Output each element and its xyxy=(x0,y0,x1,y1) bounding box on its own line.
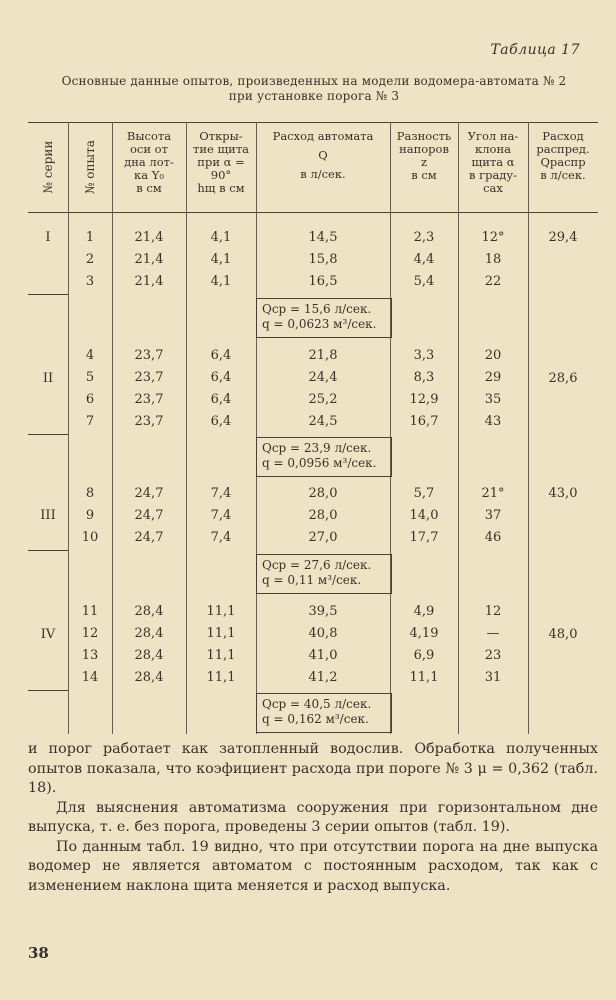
height-value: 28,4 xyxy=(134,626,164,641)
height-value: 23,7 xyxy=(134,414,164,429)
opening-value: 4,1 xyxy=(210,252,232,267)
height-value: 23,7 xyxy=(134,392,164,407)
header-angle-line: сах xyxy=(483,181,503,195)
header-opening xyxy=(186,130,256,195)
distrib-value: 29,4 xyxy=(548,230,578,245)
opening-value: 11,1 xyxy=(206,648,236,663)
header-opening-line: 90° xyxy=(210,168,232,182)
exp-number: 14 xyxy=(81,670,99,685)
summary-line: q = 0,11 м³/сек. xyxy=(262,573,362,587)
height-value: 28,4 xyxy=(134,648,164,663)
opening-value: 6,4 xyxy=(210,414,232,429)
table-number: Таблица 17 xyxy=(490,42,580,58)
summary-line: q = 0,162 м³/сек. xyxy=(262,712,369,726)
head-value: 11,1 xyxy=(409,670,439,685)
height-value: 28,4 xyxy=(134,604,164,619)
header-angle-line: Угол на- xyxy=(467,129,519,143)
height-value: 21,4 xyxy=(134,274,164,289)
flow-value: 40,8 xyxy=(308,626,338,641)
distrib-value: 48,0 xyxy=(548,627,578,642)
exp-number: 12 xyxy=(81,626,99,641)
exp-number: 13 xyxy=(81,648,99,663)
head-value: 5,4 xyxy=(413,274,435,289)
header-head-line: напоров xyxy=(399,142,449,156)
series-label: III xyxy=(40,508,56,523)
height-value: 24,7 xyxy=(134,530,164,545)
height-value: 23,7 xyxy=(134,370,164,385)
header-distrib-line: распред. xyxy=(536,142,590,156)
summary-line: Qср = 23,9 л/сек. xyxy=(262,441,372,455)
flow-value: 25,2 xyxy=(308,392,338,407)
distrib-value: 28,6 xyxy=(548,371,578,386)
data-table xyxy=(28,122,598,734)
head-value: 14,0 xyxy=(409,508,439,523)
header-head-line: z xyxy=(420,155,428,169)
header-flow-line: в л/сек. xyxy=(300,167,346,181)
angle-value: 20 xyxy=(484,348,502,363)
summary-text xyxy=(262,697,371,727)
table-caption xyxy=(22,74,606,104)
exp-number: 8 xyxy=(85,486,95,501)
head-value: 4,4 xyxy=(413,252,435,267)
flow-value: 14,5 xyxy=(308,230,338,245)
header-flow xyxy=(256,130,390,181)
header-opening-line: Откры- xyxy=(199,129,243,143)
opening-value: 11,1 xyxy=(206,626,236,641)
series-separator xyxy=(28,690,68,691)
head-value: 8,3 xyxy=(413,370,435,385)
flow-value: 24,4 xyxy=(308,370,338,385)
header-experiment: № опыта xyxy=(83,140,97,194)
header-angle xyxy=(458,130,528,195)
exp-number: 6 xyxy=(85,392,95,407)
angle-value: 21° xyxy=(481,486,505,501)
summary-line: q = 0,0956 м³/сек. xyxy=(262,456,377,470)
angle-value: — xyxy=(486,626,500,641)
angle-value: 23 xyxy=(484,648,502,663)
column-divider xyxy=(528,122,529,734)
header-angle-line: клона xyxy=(475,142,511,156)
header-angle-line: в граду- xyxy=(468,168,518,182)
angle-value: 29 xyxy=(484,370,502,385)
flow-value: 16,5 xyxy=(308,274,338,289)
head-value: 2,3 xyxy=(413,230,435,245)
opening-value: 7,4 xyxy=(210,508,232,523)
height-value: 24,7 xyxy=(134,486,164,501)
head-value: 6,9 xyxy=(413,648,435,663)
table-top-rule xyxy=(28,122,598,123)
angle-value: 43 xyxy=(484,414,502,429)
header-height xyxy=(112,130,186,195)
angle-value: 37 xyxy=(484,508,502,523)
header-distrib-line: Расход xyxy=(542,129,584,143)
exp-number: 7 xyxy=(85,414,95,429)
header-opening-line: hщ в см xyxy=(197,181,245,195)
caption-line-2: при установке порога № 3 xyxy=(228,89,400,103)
page-number: 38 xyxy=(28,944,49,962)
caption-line-1: Основные данные опытов, произведенных на модели водомера-автомата № 2 xyxy=(61,74,567,88)
series-separator xyxy=(28,550,68,551)
exp-number: 9 xyxy=(85,508,95,523)
height-value: 28,4 xyxy=(134,670,164,685)
opening-value: 4,1 xyxy=(210,230,232,245)
flow-value: 21,8 xyxy=(308,348,338,363)
series-separator xyxy=(28,294,68,295)
head-value: 17,7 xyxy=(409,530,439,545)
header-angle-line: щита α xyxy=(471,155,515,169)
flow-value: 28,0 xyxy=(308,508,338,523)
head-value: 4,9 xyxy=(413,604,435,619)
flow-value: 41,2 xyxy=(308,670,338,685)
summary-text xyxy=(262,441,377,471)
summary-text xyxy=(262,558,371,588)
distrib-value: 43,0 xyxy=(548,486,578,501)
exp-number: 2 xyxy=(85,252,95,267)
flow-value: 27,0 xyxy=(308,530,338,545)
header-height-line: оси от xyxy=(130,142,168,156)
header-head-line: Разность xyxy=(396,129,452,143)
angle-value: 12° xyxy=(481,230,505,245)
angle-value: 35 xyxy=(484,392,502,407)
header-height-line: дна лот- xyxy=(124,155,174,169)
paragraph-3: По данным табл. 19 видно, что при отсутствии порога на дне выпуска водомер не является автоматом с постоянным расходом, так как с изменением наклона щита меняется и расход выпуска. xyxy=(28,838,598,894)
header-flow-line: Q xyxy=(318,148,328,162)
header-distrib-line: Qраспр xyxy=(540,155,586,169)
series-label: IV xyxy=(40,627,56,642)
head-value: 16,7 xyxy=(409,414,439,429)
opening-value: 7,4 xyxy=(210,486,232,501)
exp-number: 3 xyxy=(85,274,95,289)
summary-line: Qср = 27,6 л/сек. xyxy=(262,558,372,572)
header-flow-line: Расход автомата xyxy=(272,129,374,143)
header-height-line: ка Y₀ xyxy=(134,168,164,182)
header-opening-line: тие щита xyxy=(192,142,250,156)
exp-number: 1 xyxy=(85,230,95,245)
header-distrib-line: в л/сек. xyxy=(540,168,586,182)
summary-line: q = 0,0623 м³/сек. xyxy=(262,317,377,331)
paragraph-2: Для выяснения автоматизма сооружения при горизонтальном дне выпуска, т. е. без порога, проведены 3 серии опытов (табл. 19). xyxy=(28,799,598,835)
opening-value: 6,4 xyxy=(210,392,232,407)
head-value: 4,19 xyxy=(409,626,439,641)
opening-value: 11,1 xyxy=(206,604,236,619)
flow-value: 28,0 xyxy=(308,486,338,501)
opening-value: 11,1 xyxy=(206,670,236,685)
body-text xyxy=(28,740,598,896)
header-head xyxy=(390,130,458,182)
exp-number: 11 xyxy=(81,604,99,619)
flow-value: 24,5 xyxy=(308,414,338,429)
angle-value: 12 xyxy=(484,604,502,619)
exp-number: 10 xyxy=(81,530,99,545)
series-label: II xyxy=(42,371,54,386)
opening-value: 6,4 xyxy=(210,348,232,363)
header-opening-line: при α = xyxy=(197,155,245,169)
angle-value: 22 xyxy=(484,274,502,289)
head-value: 3,3 xyxy=(413,348,435,363)
header-bottom-rule xyxy=(28,212,598,213)
flow-value: 15,8 xyxy=(308,252,338,267)
angle-value: 46 xyxy=(484,530,502,545)
angle-value: 18 xyxy=(484,252,502,267)
height-value: 24,7 xyxy=(134,508,164,523)
angle-value: 31 xyxy=(484,670,502,685)
exp-number: 5 xyxy=(85,370,95,385)
height-value: 21,4 xyxy=(134,230,164,245)
series-separator xyxy=(28,434,68,435)
exp-number: 4 xyxy=(85,348,95,363)
header-distrib xyxy=(528,130,598,182)
height-value: 21,4 xyxy=(134,252,164,267)
flow-value: 39,5 xyxy=(308,604,338,619)
summary-text xyxy=(262,302,377,332)
flow-value: 41,0 xyxy=(308,648,338,663)
head-value: 5,7 xyxy=(413,486,435,501)
summary-line: Qср = 40,5 л/сек. xyxy=(262,697,372,711)
paragraph-1: и порог работает как затопленный водослив. Обработка полученных опытов показала, что коэфициент расхода при пороге № 3 μ = 0,362 (табл. 18). xyxy=(28,741,598,796)
summary-line: Qср = 15,6 л/сек. xyxy=(262,302,372,316)
height-value: 23,7 xyxy=(134,348,164,363)
header-series: № серии xyxy=(41,140,55,194)
header-height-line: Высота xyxy=(126,129,172,143)
head-value: 12,9 xyxy=(409,392,439,407)
opening-value: 4,1 xyxy=(210,274,232,289)
opening-value: 7,4 xyxy=(210,530,232,545)
header-head-line: в см xyxy=(411,168,437,182)
series-label: I xyxy=(45,230,51,245)
opening-value: 6,4 xyxy=(210,370,232,385)
header-height-line: в см xyxy=(136,181,162,195)
